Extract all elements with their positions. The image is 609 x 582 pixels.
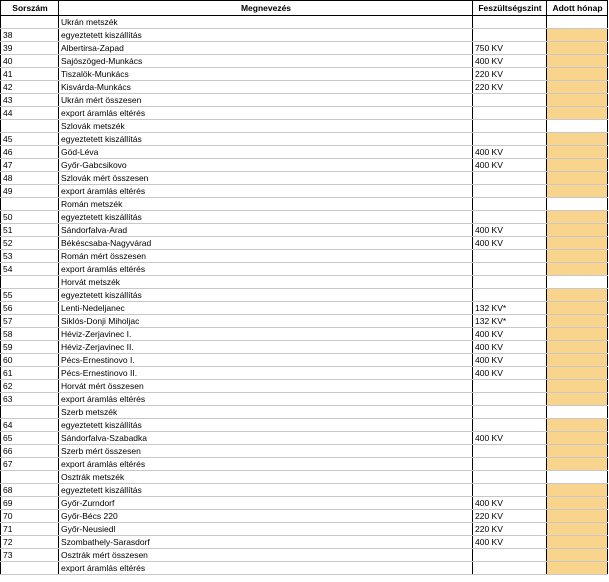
megnevezes-cell[interactable]: Szerb mért összesen (59, 445, 473, 458)
section-row (1, 16, 608, 29)
table-row (1, 29, 608, 42)
feszultsegszint-cell[interactable] (473, 445, 547, 458)
sorszam-cell[interactable]: 71 (1, 523, 59, 536)
adott-honap-cell[interactable] (547, 302, 608, 315)
sorszam-cell[interactable]: 61 (1, 367, 59, 380)
adott-honap-cell[interactable] (547, 536, 608, 549)
megnevezes-cell[interactable]: Kisvárda-Munkács (59, 81, 473, 94)
megnevezes-cell[interactable]: Tiszalök-Munkács (59, 68, 473, 81)
adott-honap-cell[interactable] (547, 484, 608, 497)
adott-honap-cell[interactable] (547, 419, 608, 432)
sorszam-cell[interactable]: 57 (1, 315, 59, 328)
sorszam-cell[interactable] (1, 198, 59, 211)
megnevezes-cell[interactable]: egyeztetett kiszállítás (59, 419, 473, 432)
adott-honap-cell[interactable] (547, 185, 608, 198)
adott-honap-cell[interactable] (547, 549, 608, 562)
megnevezes-cell[interactable]: egyeztetett kiszállítás (59, 289, 473, 302)
adott-honap-cell[interactable] (547, 458, 608, 471)
sorszam-cell[interactable]: 49 (1, 185, 59, 198)
adott-honap-cell[interactable] (547, 250, 608, 263)
table-row (1, 55, 608, 68)
feszultsegszint-cell[interactable]: 400 KV (473, 432, 547, 445)
feszultsegszint-cell[interactable]: 400 KV (473, 328, 547, 341)
header-adott-honap: Adott hónap (547, 1, 608, 16)
sorszam-cell[interactable]: 45 (1, 133, 59, 146)
section-row (1, 198, 608, 211)
megnevezes-cell[interactable]: Sajószöged-Munkács (59, 55, 473, 68)
sorszam-cell[interactable]: 69 (1, 497, 59, 510)
feszultsegszint-cell[interactable]: 750 KV (473, 42, 547, 55)
table-row (1, 484, 608, 497)
megnevezes-cell[interactable]: Osztrák mért összesen (59, 549, 473, 562)
table-row (1, 133, 608, 146)
section-title-cell[interactable]: Szerb metszék (59, 406, 473, 419)
adott-honap-cell[interactable] (547, 263, 608, 276)
table-row (1, 445, 608, 458)
feszultsegszint-cell[interactable] (473, 484, 547, 497)
feszultsegszint-cell[interactable] (473, 133, 547, 146)
megnevezes-cell[interactable]: Győr-Bécs 220 (59, 510, 473, 523)
table-row (1, 393, 608, 406)
sorszam-cell[interactable]: 58 (1, 328, 59, 341)
megnevezes-cell[interactable]: Pécs-Ernestinovo I. (59, 354, 473, 367)
megnevezes-cell[interactable]: Román mért összesen (59, 250, 473, 263)
table-row (1, 536, 608, 549)
feszultsegszint-cell[interactable] (473, 172, 547, 185)
feszultsegszint-cell[interactable]: 400 KV (473, 497, 547, 510)
feszultsegszint-cell[interactable] (473, 562, 547, 575)
header-row (1, 1, 608, 16)
sorszam-cell[interactable]: 52 (1, 237, 59, 250)
table-row (1, 94, 608, 107)
adott-honap-cell[interactable] (547, 94, 608, 107)
feszultsegszint-cell[interactable] (473, 406, 547, 419)
sorszam-cell[interactable]: 50 (1, 211, 59, 224)
table-row (1, 458, 608, 471)
table-row (1, 42, 608, 55)
megnevezes-cell[interactable]: Győr-Zurndorf (59, 497, 473, 510)
table-body (1, 16, 608, 575)
section-title-cell[interactable]: Román metszék (59, 198, 473, 211)
adott-honap-cell[interactable] (547, 289, 608, 302)
feszultsegszint-cell[interactable]: 220 KV (473, 81, 547, 94)
table-row (1, 68, 608, 81)
sorszam-cell[interactable]: 66 (1, 445, 59, 458)
table-row (1, 263, 608, 276)
feszultsegszint-cell[interactable] (473, 419, 547, 432)
table-row (1, 302, 608, 315)
adott-honap-cell[interactable] (547, 211, 608, 224)
section-title-cell[interactable]: Horvát metszék (59, 276, 473, 289)
table-row (1, 107, 608, 120)
sorszam-cell[interactable]: 47 (1, 159, 59, 172)
megnevezes-cell[interactable]: Győr-Gabcsikovo (59, 159, 473, 172)
table-row (1, 172, 608, 185)
adott-honap-cell[interactable] (547, 133, 608, 146)
sorszam-cell[interactable]: 53 (1, 250, 59, 263)
adott-honap-cell[interactable] (547, 55, 608, 68)
megnevezes-cell[interactable]: Szombathely-Sarasdorf (59, 536, 473, 549)
table-row (1, 224, 608, 237)
feszultsegszint-cell[interactable]: 400 KV (473, 55, 547, 68)
sorszam-cell[interactable]: 38 (1, 29, 59, 42)
sorszam-cell[interactable]: 55 (1, 289, 59, 302)
header-megnevezes: Megnevezés (59, 1, 473, 16)
table-row (1, 419, 608, 432)
sorszam-cell[interactable]: 60 (1, 354, 59, 367)
adott-honap-cell[interactable] (547, 328, 608, 341)
feszultsegszint-cell[interactable] (473, 263, 547, 276)
table-row (1, 159, 608, 172)
feszultsegszint-cell[interactable]: 400 KV (473, 341, 547, 354)
adott-honap-cell[interactable] (547, 107, 608, 120)
feszultsegszint-cell[interactable]: 400 KV (473, 536, 547, 549)
feszultsegszint-cell[interactable]: 400 KV (473, 367, 547, 380)
adott-honap-cell[interactable] (547, 393, 608, 406)
table-row (1, 341, 608, 354)
feszultsegszint-cell[interactable]: 400 KV (473, 224, 547, 237)
sorszam-cell[interactable]: 62 (1, 380, 59, 393)
adott-honap-cell[interactable] (547, 315, 608, 328)
sorszam-cell[interactable]: 72 (1, 536, 59, 549)
table-row (1, 146, 608, 159)
feszultsegszint-cell[interactable]: 400 KV (473, 354, 547, 367)
table-row (1, 523, 608, 536)
feszultsegszint-cell[interactable] (473, 107, 547, 120)
megnevezes-cell[interactable]: Albertirsa-Zapad (59, 42, 473, 55)
sorszam-cell[interactable]: 65 (1, 432, 59, 445)
feszultsegszint-cell[interactable]: 220 KV (473, 510, 547, 523)
feszultsegszint-cell[interactable] (473, 185, 547, 198)
megnevezes-cell[interactable]: Héviz-Zerjavinec I. (59, 328, 473, 341)
table-row (1, 81, 608, 94)
megnevezes-cell[interactable]: Sándorfalva-Szabadka (59, 432, 473, 445)
adott-honap-cell[interactable] (547, 120, 608, 133)
adott-honap-cell[interactable] (547, 354, 608, 367)
sorszam-cell[interactable]: 68 (1, 484, 59, 497)
adott-honap-cell[interactable] (547, 523, 608, 536)
section-title-cell[interactable]: Szlovák metszék (59, 120, 473, 133)
adott-honap-cell[interactable] (547, 406, 608, 419)
sorszam-cell[interactable]: 41 (1, 68, 59, 81)
sorszam-cell[interactable]: 46 (1, 146, 59, 159)
megnevezes-cell[interactable]: Szlovák mért összesen (59, 172, 473, 185)
adott-honap-cell[interactable] (547, 29, 608, 42)
feszultsegszint-cell[interactable]: 220 KV (473, 523, 547, 536)
adott-honap-cell[interactable] (547, 380, 608, 393)
adott-honap-cell[interactable] (547, 68, 608, 81)
feszultsegszint-cell[interactable] (473, 380, 547, 393)
megnevezes-cell[interactable]: export áramlás eltérés (59, 562, 473, 575)
megnevezes-cell[interactable]: egyeztetett kiszállítás (59, 211, 473, 224)
section-title-cell[interactable]: Osztrák metszék (59, 471, 473, 484)
table-row (1, 354, 608, 367)
table-row (1, 380, 608, 393)
table-row (1, 250, 608, 263)
table-row (1, 497, 608, 510)
megnevezes-cell[interactable]: export áramlás eltérés (59, 458, 473, 471)
megnevezes-cell[interactable]: Siklós-Donji Miholjac (59, 315, 473, 328)
megnevezes-cell[interactable]: export áramlás eltérés (59, 263, 473, 276)
megnevezes-cell[interactable]: egyeztetett kiszállítás (59, 29, 473, 42)
sorszam-cell[interactable]: 63 (1, 393, 59, 406)
table-row (1, 211, 608, 224)
adott-honap-cell[interactable] (547, 146, 608, 159)
feszultsegszint-cell[interactable]: 400 KV (473, 146, 547, 159)
sorszam-cell[interactable] (1, 406, 59, 419)
section-row (1, 276, 608, 289)
table-row (1, 328, 608, 341)
table-row (1, 367, 608, 380)
table-row (1, 510, 608, 523)
megnevezes-cell[interactable]: Sándorfalva-Arad (59, 224, 473, 237)
megnevezes-cell[interactable]: Békéscsaba-Nagyvárad (59, 237, 473, 250)
header-feszultsegszint: Feszültségszint (473, 1, 547, 16)
adott-honap-cell[interactable] (547, 432, 608, 445)
header-sorszam: Sorszám (1, 1, 59, 16)
feszultsegszint-cell[interactable] (473, 120, 547, 133)
sorszam-cell[interactable]: 48 (1, 172, 59, 185)
adott-honap-cell[interactable] (547, 276, 608, 289)
megnevezes-cell[interactable]: export áramlás eltérés (59, 107, 473, 120)
feszultsegszint-cell[interactable] (473, 276, 547, 289)
feszultsegszint-cell[interactable]: 132 KV* (473, 302, 547, 315)
sorszam-cell[interactable]: 54 (1, 263, 59, 276)
feszultsegszint-cell[interactable] (473, 471, 547, 484)
adott-honap-cell[interactable] (547, 198, 608, 211)
adott-honap-cell[interactable] (547, 16, 608, 29)
adott-honap-cell[interactable] (547, 224, 608, 237)
sorszam-cell[interactable]: 56 (1, 302, 59, 315)
megnevezes-cell[interactable]: egyeztetett kiszállítás (59, 133, 473, 146)
sorszam-cell[interactable]: 43 (1, 94, 59, 107)
feszultsegszint-cell[interactable] (473, 250, 547, 263)
sorszam-cell[interactable]: 73 (1, 549, 59, 562)
table-row (1, 237, 608, 250)
adott-honap-cell[interactable] (547, 445, 608, 458)
sorszam-cell[interactable] (1, 471, 59, 484)
section-row (1, 120, 608, 133)
adott-honap-cell[interactable] (547, 510, 608, 523)
table-row (1, 562, 608, 575)
megnevezes-cell[interactable]: export áramlás eltérés (59, 185, 473, 198)
section-row (1, 406, 608, 419)
sorszam-cell[interactable]: 42 (1, 81, 59, 94)
feszultsegszint-cell[interactable]: 400 KV (473, 237, 547, 250)
megnevezes-cell[interactable]: Pécs-Ernestinovo II. (59, 367, 473, 380)
table-row (1, 185, 608, 198)
megnevezes-cell[interactable]: Horvát mért összesen (59, 380, 473, 393)
adott-honap-cell[interactable] (547, 367, 608, 380)
table-row (1, 549, 608, 562)
feszultsegszint-cell[interactable]: 220 KV (473, 68, 547, 81)
adott-honap-cell[interactable] (547, 81, 608, 94)
sorszam-cell[interactable]: 64 (1, 419, 59, 432)
table-row (1, 289, 608, 302)
megnevezes-cell[interactable]: Lenti-Nedeljanec (59, 302, 473, 315)
feszultsegszint-cell[interactable] (473, 289, 547, 302)
sorszam-cell[interactable]: 51 (1, 224, 59, 237)
sorszam-cell[interactable]: 39 (1, 42, 59, 55)
table-row (1, 432, 608, 445)
section-title-cell[interactable]: Ukrán metszék (59, 16, 473, 29)
sorszam-cell[interactable]: 59 (1, 341, 59, 354)
feszultsegszint-cell[interactable] (473, 211, 547, 224)
section-row (1, 471, 608, 484)
feszultsegszint-cell[interactable] (473, 16, 547, 29)
feszultsegszint-cell[interactable]: 400 KV (473, 159, 547, 172)
table-row (1, 315, 608, 328)
sorszam-cell[interactable]: 44 (1, 107, 59, 120)
sorszam-cell[interactable]: 70 (1, 510, 59, 523)
adott-honap-cell[interactable] (547, 159, 608, 172)
adott-honap-cell[interactable] (547, 341, 608, 354)
feszultsegszint-cell[interactable]: 132 KV* (473, 315, 547, 328)
feszultsegszint-cell[interactable] (473, 458, 547, 471)
adott-honap-cell[interactable] (547, 562, 608, 575)
feszultsegszint-cell[interactable] (473, 29, 547, 42)
sorszam-cell[interactable] (1, 562, 59, 575)
adott-honap-cell[interactable] (547, 237, 608, 250)
megnevezes-cell[interactable]: egyeztetett kiszállítás (59, 484, 473, 497)
adott-honap-cell[interactable] (547, 42, 608, 55)
adott-honap-cell[interactable] (547, 471, 608, 484)
adott-honap-cell[interactable] (547, 172, 608, 185)
sorszam-cell[interactable]: 40 (1, 55, 59, 68)
sorszam-cell[interactable] (1, 120, 59, 133)
megnevezes-cell[interactable]: Héviz-Zerjavinec II. (59, 341, 473, 354)
feszultsegszint-cell[interactable] (473, 549, 547, 562)
sorszam-cell[interactable] (1, 16, 59, 29)
feszultsegszint-cell[interactable] (473, 393, 547, 406)
sorszam-cell[interactable]: 67 (1, 458, 59, 471)
megnevezes-cell[interactable]: Ukrán mért összesen (59, 94, 473, 107)
megnevezes-cell[interactable]: Göd-Léva (59, 146, 473, 159)
feszultsegszint-cell[interactable] (473, 94, 547, 107)
megnevezes-cell[interactable]: export áramlás eltérés (59, 393, 473, 406)
megnevezes-cell[interactable]: Győr-Neusiedl (59, 523, 473, 536)
adott-honap-cell[interactable] (547, 497, 608, 510)
sorszam-cell[interactable] (1, 276, 59, 289)
feszultsegszint-cell[interactable] (473, 198, 547, 211)
